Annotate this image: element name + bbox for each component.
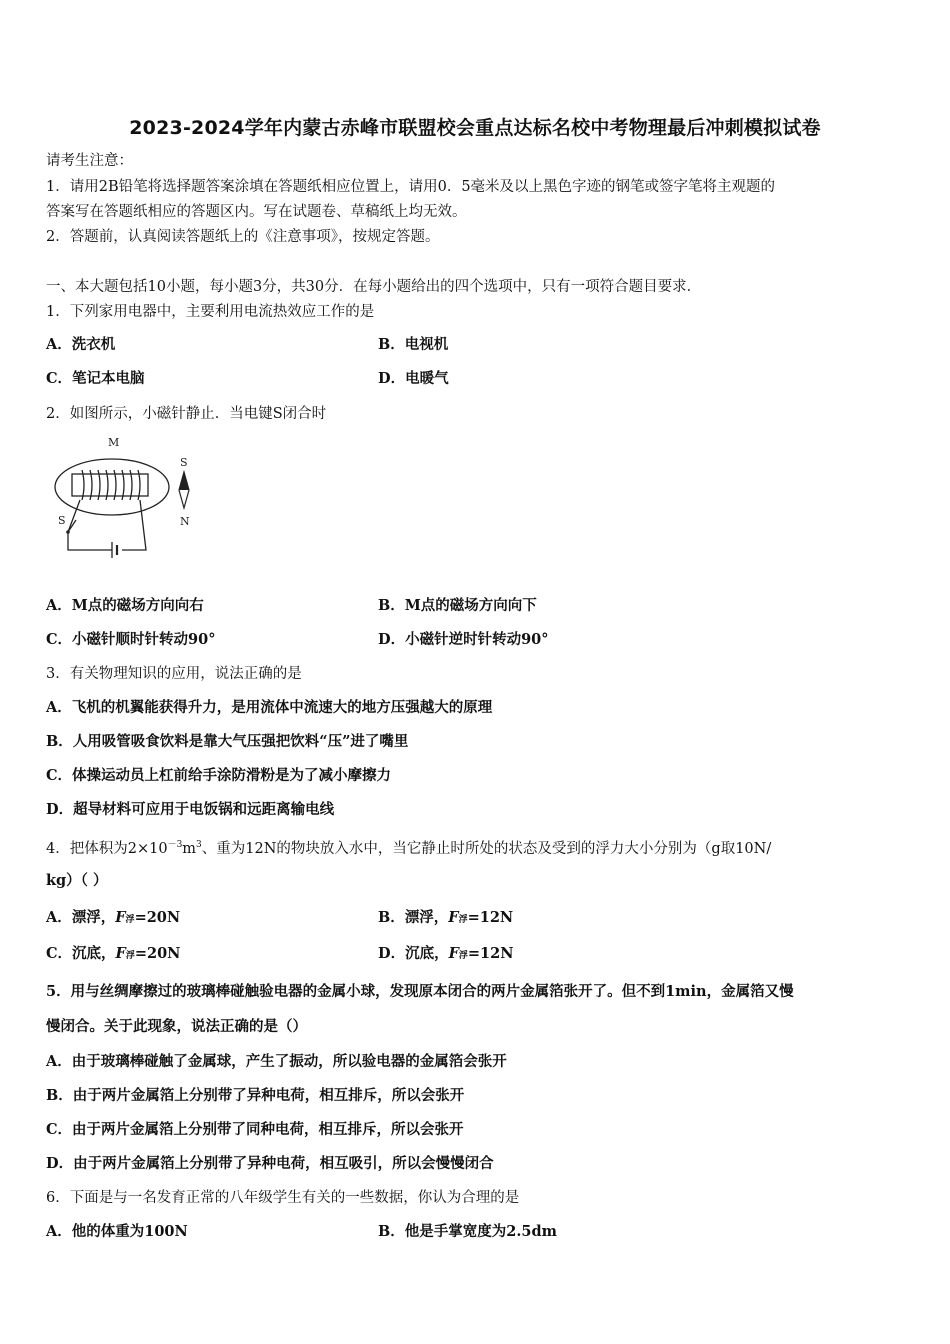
q1-option-c[interactable]: C．笔记本电脑 [46, 370, 145, 387]
q2-option-b[interactable]: B．M点的磁场方向向下 [378, 597, 537, 614]
q4-stem-line-2: kg）（ ） [46, 872, 108, 889]
q4-a-subscript: 浮 [125, 915, 135, 925]
label-needle-n: N [180, 515, 190, 528]
label-needle-s: S [180, 456, 188, 469]
q4-option-b[interactable] [378, 908, 513, 930]
q5-stem: 5．用与丝绸摩擦过的玻璃棒碰触验电器的金属小球，发现原本闭合的两片金属箔张开了。但不到1min，金属箔又慢 [46, 983, 794, 1000]
q4-b-value: =12N [467, 909, 514, 926]
q1-stem: 1．下列家用电器中，主要利用电流热效应工作的是 [46, 304, 375, 320]
label-switch-s: S [58, 514, 66, 527]
q4-stem-part-c: 、重为12N的物块放入水中，当它静止时所处的状态及受到的浮力大小分别为（g取10N/ [201, 840, 772, 857]
q5-option-d[interactable]: D．由于两片金属箔上分别带了异种电荷，相互吸引，所以会慢慢闭合 [46, 1155, 494, 1172]
q1-option-b[interactable]: B．电视机 [378, 336, 449, 353]
notice-line-1: 1．请用2B铅笔将选择题答案涂填在答题纸相应位置上，请用0．5毫米及以上黑色字迹的钢笔或签字笔将主观题的 [46, 179, 776, 195]
q2-option-a[interactable]: A．M点的磁场方向向右 [46, 597, 204, 614]
q4-option-d[interactable] [378, 944, 513, 966]
section-1-heading: 一、本大题包括10小题，每小题3分，共30分．在每小题给出的四个选项中，只有一项符合题目要求． [46, 279, 702, 295]
switch-pivot [66, 530, 70, 534]
q4-stem-unit: m [182, 840, 197, 857]
q6-option-b[interactable]: B．他是手掌宽度为2.5dm [378, 1223, 557, 1240]
compass-needle-north-half [179, 472, 189, 490]
q5-option-c[interactable]: C．由于两片金属箔上分别带了同种电荷，相互排斥，所以会张开 [46, 1121, 464, 1138]
q3-option-d[interactable]: D．超导材料可应用于电饭锅和远距离输电线 [46, 801, 335, 818]
q5-stem-line-2: 慢闭合。关于此现象，说法正确的是（） [46, 1018, 307, 1035]
q3-option-c[interactable]: C．体操运动员上杠前给手涂防滑粉是为了减小摩擦力 [46, 767, 392, 784]
q4-a-label: A．漂浮， [46, 909, 116, 926]
q4-exponent: －3 [167, 840, 183, 850]
q4-b-force-symbol: F [448, 909, 459, 926]
q4-c-force-symbol: F [115, 945, 126, 962]
q4-b-label: B．漂浮， [378, 909, 449, 926]
q2-option-d[interactable]: D．小磁针逆时针转动90° [378, 631, 549, 648]
q2-option-c[interactable]: C．小磁针顺时针转动90° [46, 631, 216, 648]
solenoid-compass-figure [50, 432, 210, 562]
label-m: M [108, 436, 120, 449]
q4-a-force-symbol: F [115, 909, 126, 926]
q1-option-d[interactable]: D．电暖气 [378, 370, 449, 387]
q4-stem [46, 835, 771, 859]
q4-c-label: C．沉底， [46, 945, 116, 962]
q4-c-value: =20N [134, 945, 181, 962]
notice-line-2: 2．答题前，认真阅读答题纸上的《注意事项》，按规定答题。 [46, 229, 440, 245]
q4-d-subscript: 浮 [458, 951, 468, 961]
q3-option-b[interactable]: B．人用吸管吸食饮料是靠大气压强把饮料“压”进了嘴里 [46, 733, 409, 750]
q5-option-b[interactable]: B．由于两片金属箔上分别带了异种电荷，相互排斥，所以会张开 [46, 1087, 465, 1104]
q4-b-subscript: 浮 [458, 915, 468, 925]
notice-line-1b: 答案写在答题纸相应的答题区内。写在试题卷、草稿纸上均无效。 [46, 204, 467, 220]
q4-c-subscript: 浮 [125, 951, 135, 961]
q4-option-c[interactable] [46, 944, 180, 966]
q4-d-value: =12N [467, 945, 514, 962]
q5-option-a[interactable]: A．由于玻璃棒碰触了金属球，产生了振动，所以验电器的金属箔会张开 [46, 1053, 507, 1070]
q2-stem: 2．如图所示，小磁针静止．当电键S闭合时 [46, 406, 327, 422]
q4-exponent-2: 3 [196, 840, 202, 850]
q6-option-a[interactable]: A．他的体重为100N [46, 1223, 188, 1240]
page-title: 2023-2024学年内蒙古赤峰市联盟校会重点达标名校中考物理最后冲刺模拟试卷 [129, 117, 821, 139]
q3-stem: 3．有关物理知识的应用，说法正确的是 [46, 666, 302, 682]
q1-option-a[interactable]: A．洗衣机 [46, 336, 116, 353]
q4-d-label: D．沉底， [378, 945, 449, 962]
q6-stem: 6．下面是与一名发育正常的八年级学生有关的一些数据，你认为合理的是 [46, 1190, 520, 1206]
q4-a-value: =20N [134, 909, 181, 926]
q4-stem-part-a: 4．把体积为2×10 [46, 840, 168, 857]
q4-d-force-symbol: F [448, 945, 459, 962]
q3-option-a[interactable]: A．飞机的机翼能获得升力，是用流体中流速大的地方压强越大的原理 [46, 699, 493, 716]
q4-option-a[interactable] [46, 908, 180, 930]
notice-heading: 请考生注意： [46, 153, 133, 169]
